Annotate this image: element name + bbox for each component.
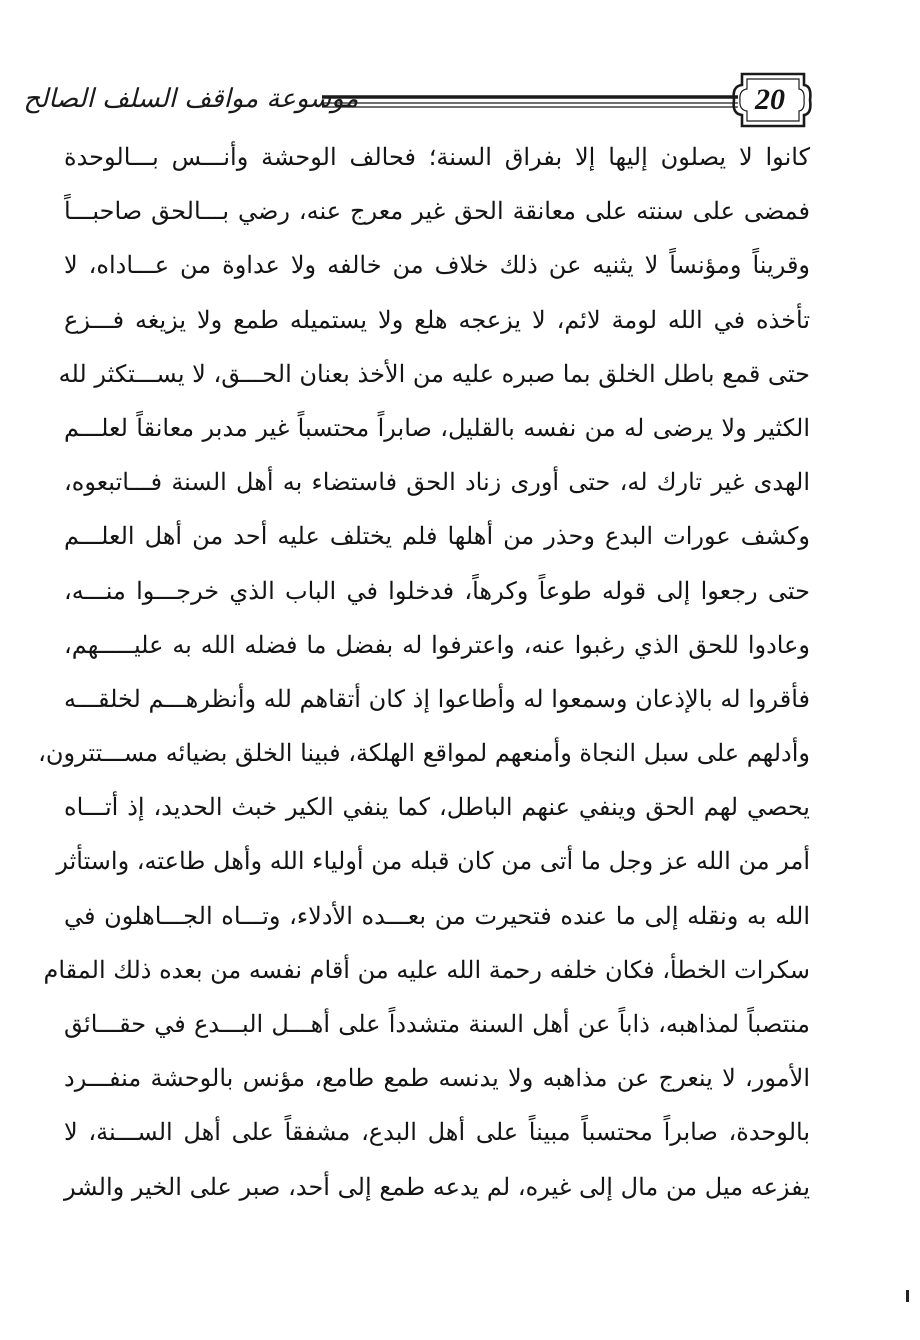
text-line: الأمور، لا ينعرج عن مذاهبه ولا يدنسه طمع طامع، مؤنس بالوحشة منفـــرد xyxy=(64,1064,810,1093)
text-line: سكرات الخطأ، فكان خلفه رحمة الله عليه من أقام نفسه من بعده ذلك المقام xyxy=(43,955,810,984)
text-line: فمضى على سنته على معانقة الحق غير معرج عنه، رضي بـــالحق صاحبـــاً xyxy=(64,197,810,226)
text-line: بالوحدة، صابراً محتسباً مبيناً على أهل البدع، مشفقاً على أهل الســـنة، لا xyxy=(64,1118,810,1147)
scan-edge-mark xyxy=(906,1290,909,1302)
text-line: وقريناً ومؤنساً لا يثنيه عن ذلك خلاف من خالفه ولا عداوة من عـــاداه، لا xyxy=(64,251,811,280)
text-line: كانوا لا يصلون إليها إلا بفراق السنة؛ فحالف الوحشة وأنـــس بـــالوحدة xyxy=(64,143,810,171)
text-line: وعادوا للحق الذي رغبوا عنه، واعترفوا له بفضل ما فضله الله به عليـــــهم، xyxy=(64,630,810,659)
text-line: حتى رجعوا إلى قوله طوعاً وكرهاً، فدخلوا في الباب الذي خرجـــوا منـــه، xyxy=(64,576,810,605)
text-line: وأدلهم على سبل النجاة وأمنعهم لمواقع الهلكة، فبينا الخلق بضيائه مســـتترون، xyxy=(38,739,810,768)
text-line: منتصباً لمذاهبه، ذاباً عن أهل السنة متشدداً على أهـــل البـــدع في حقـــائق xyxy=(64,1010,810,1038)
text-line: تأخذه في الله لومة لائم، لا يزعجه هلع ولا يستميله طمع ولا يزيغه فـــزع xyxy=(64,305,810,334)
page-header xyxy=(23,70,812,132)
text-line: الكثير ولا يرضى له من نفسه بالقليل، صابراً محتسباً غير مدبر معانقاً لعلـــم xyxy=(64,413,810,442)
text-line: يفزعه ميل من مال إلى غيره، لم يدعه طمع إلى أحد، صبر على الخير والشر xyxy=(64,1172,810,1201)
running-title: موسوعة مواقف السلف الصالح xyxy=(23,84,359,114)
text-line: يحصي لهم الحق وينفي عنهم الباطل، كما ينفي الكير خبث الحديد، إذ أتـــاه xyxy=(64,793,810,822)
text-line: أمر من الله عز وجل ما أتى من كان قبله من أولياء الله وأهل طاعته، واستأثر xyxy=(56,847,810,876)
text-line: فأقروا له بالإذعان وسمعوا له وأطاعوا إذ كان أتقاهم لله وأنظرهـــم لخلقـــه xyxy=(64,684,810,713)
page-number: 20 xyxy=(755,83,785,116)
text-line: الهدى غير تارك له، حتى أورى زناد الحق فاستضاء به أهل السنة فـــاتبعوه، xyxy=(64,468,810,497)
text-line: الله به ونقله إلى ما عنده فتحيرت من بعـــده الأدلاء، وتـــاه الجـــاهلون في xyxy=(64,901,810,930)
text-line: وكشف عورات البدع وحذر من أهلها فلم يختلف عليه أحد من أهل العلـــم xyxy=(64,522,810,551)
body-text xyxy=(38,130,811,1214)
text-line: حتى قمع باطل الخلق بما صبره عليه من الأخذ بعنان الحـــق، لا يســـتكثر لله xyxy=(58,359,810,388)
